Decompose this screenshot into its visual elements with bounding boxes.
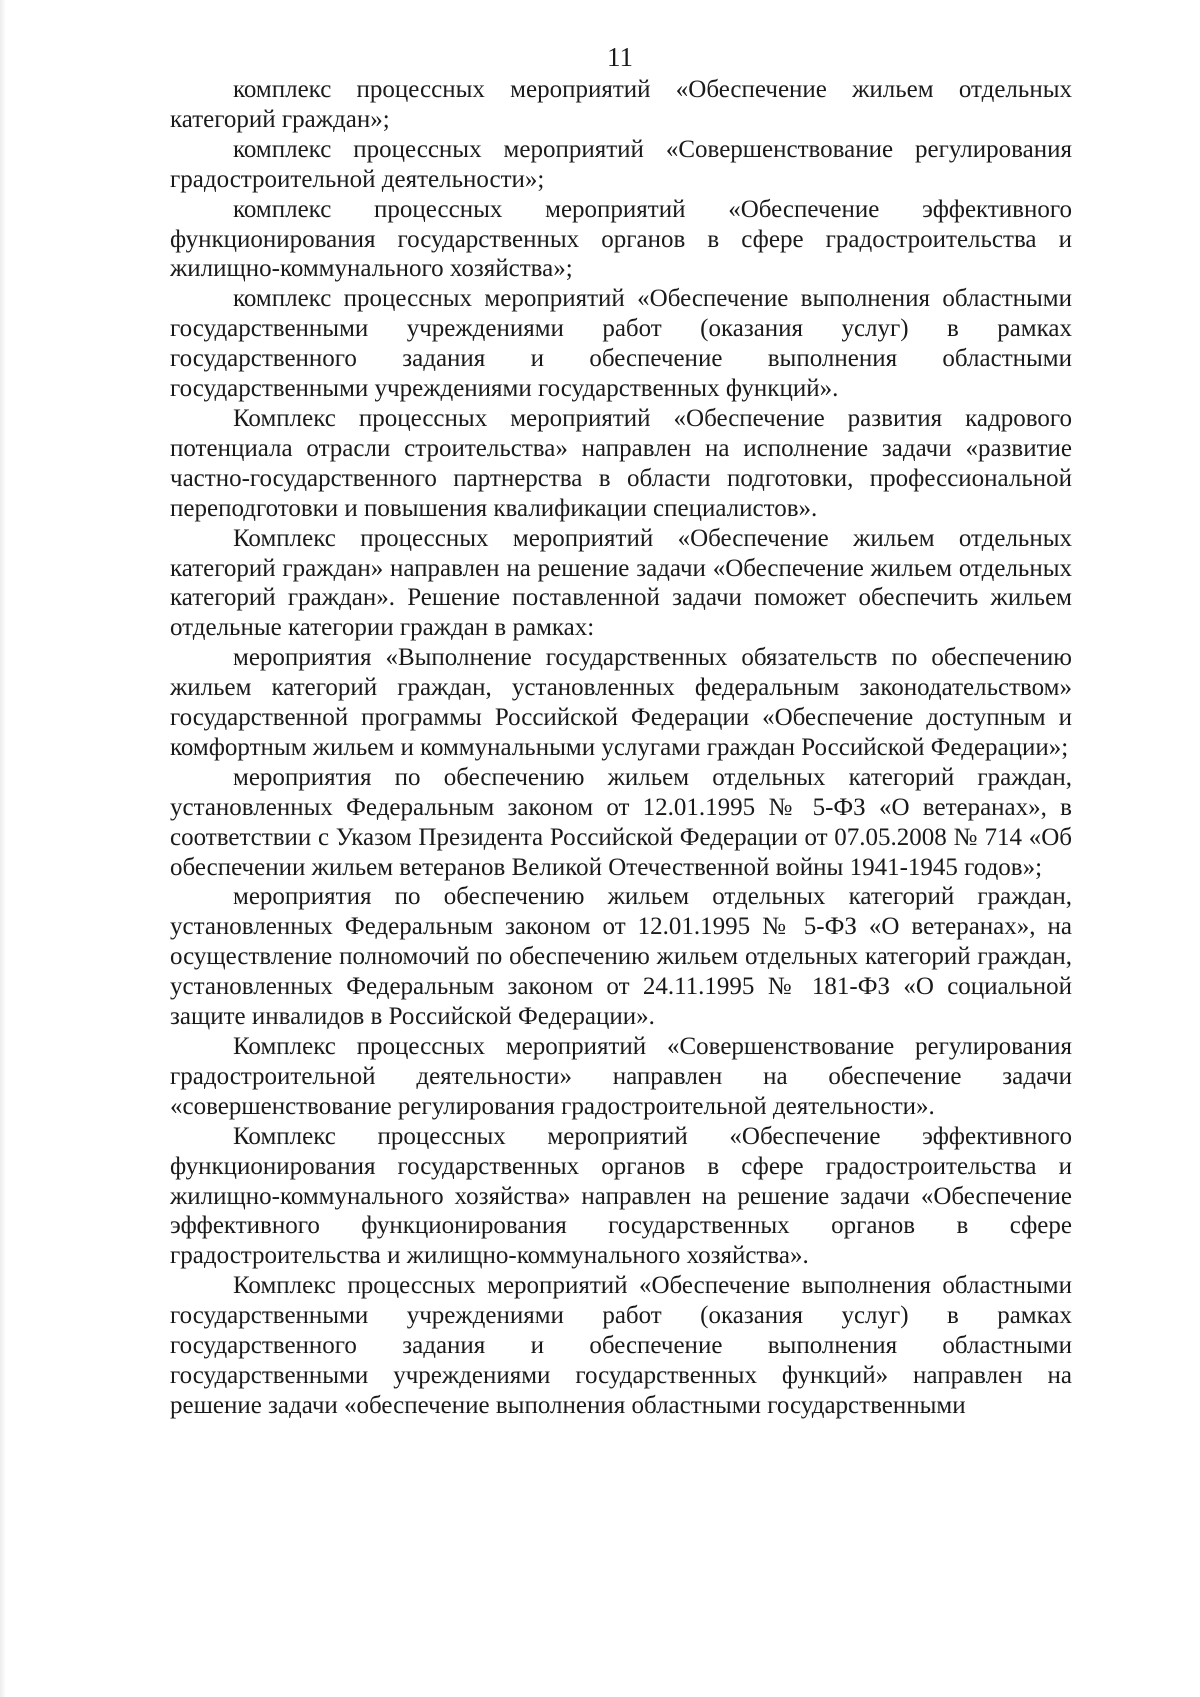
paragraph: Комплекс процессных мероприятий «Обеспечение эффективного функционирования государственных органов в сфере градостроительства и жилищно-коммунального хозяйства» направлен на решение задачи «Обеспечение эффективного функционирования государственных органов в сфере градостроительства и жилищно-коммунального хозяйства». (170, 1122, 1072, 1270)
paragraph: комплекс процессных мероприятий «Обеспечение выполнения областными государственными учреждениями работ (оказания услуг) в рамках государственного задания и обеспечение выполнения областными государственными учреждениями государственных функций». (170, 285, 1072, 403)
paragraph: Комплекс процессных мероприятий «Обеспечение развития кадрового потенциала отрасли строительства» направлен на исполнение задачи «развитие частно-государственного партнерства в области подготовки, профессиональной переподготовки и повышения квалификации специалистов». (170, 404, 1072, 522)
paragraph: Комплекс процессных мероприятий «Обеспечение выполнения областными государственными учреждениями работ (оказания услуг) в рамках государственного задания и обеспечение выполнения областными государственными учреждениями государственных функций» направлен на решение задачи «обеспечение выполнения областными государственными (170, 1272, 1072, 1419)
paragraph: комплекс процессных мероприятий «Совершенствование регулирования градостроительной деятельности»; (170, 135, 1072, 193)
page-number: 11 (607, 42, 633, 72)
paragraph: комплекс процессных мероприятий «Обеспечение эффективного функционирования государственных органов в сфере градостроительства и жилищно-коммунального хозяйства»; (170, 195, 1072, 283)
paragraph: мероприятия по обеспечению жильем отдельных категорий граждан, установленных Федеральным законом от 12.01.1995 № 5-ФЗ «О ветеранах», на осуществление полномочий по обеспечению жильем отдельных категорий граждан, установленных Федеральным законом от 24.11.1995 № 181-ФЗ «О социальной защите инвалидов в Российской Федерации». (170, 883, 1072, 1031)
scan-edge (0, 0, 6, 1697)
paragraph: мероприятия по обеспечению жильем отдельных категорий граждан, установленных Федеральным законом от 12.01.1995 № 5-ФЗ «О ветеранах», в соответствии с Указом Президента Российской Федерации от 07.05.2008 № 714 «Об обеспечении жильем ветеранов Великой Отечественной войны 1941-1945 годов»; (170, 763, 1072, 881)
body-text (170, 75, 1072, 1421)
paragraph: мероприятия «Выполнение государственных обязательств по обеспечению жильем категорий граждан, установленных федеральным законодательством» государственной программы Российской Федерации «Обеспечение доступным и комфортным жильем и коммунальными услугами граждан Российской Федерации»; (170, 644, 1072, 761)
paragraph: комплекс процессных мероприятий «Обеспечение жильем отдельных категорий граждан»; (170, 76, 1072, 133)
paragraph: Комплекс процессных мероприятий «Обеспечение жильем отдельных категорий граждан» направлен на решение задачи «Обеспечение жильем отдельных категорий граждан». Решение поставленной задачи поможет обеспечить жильем отдельные категории граждан в рамках: (170, 524, 1072, 642)
paragraph: Комплекс процессных мероприятий «Совершенствование регулирования градостроительной деятельности» направлен на обеспечение задачи «совершенствование регулирования градостроительной деятельности». (170, 1033, 1072, 1120)
